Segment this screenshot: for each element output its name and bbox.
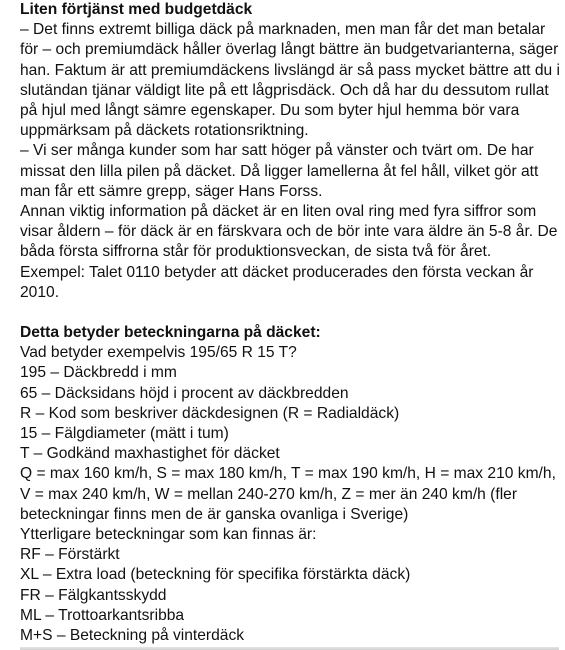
markings-line: FR – Fälgkantsskydd [20, 586, 167, 604]
markings-line: XL – Extra load (beteckning för specifika förstärkta däck) [20, 566, 411, 584]
paragraph-tire-age: Annan viktig information på däcket är en liten oval ring med fyra siffror som visar åldern – för däck är en färskvara och de bör inte vara äldre än 5-8 år. De båda första siffrorna står för produktionsveckan, de sista två för året. Exempel: Talet 0110 betyder att däcket producerades den första veckan år 2010. [20, 203, 558, 301]
markings-line: 65 – Däcksidans höjd i procent av däckbredden [20, 384, 349, 402]
markings-line: T – Godkänd maxhastighet för däcket [20, 445, 280, 463]
markings-line: Vad betyder exempelvis 195/65 R 15 T? [20, 344, 297, 362]
paragraph-premium-vs-budget: – Det finns extremt billiga däck på marknaden, men man får det man betalar för – och premiumdäck håller överlag långt bättre än budgetvarianterna, säger han. Faktum är att premiumdäckens livslängd är så pass mycket bättre att du i slutändan tjänar väldigt lite på ett lågprisdäck. Och då har du dessutom rullat på hjul med långt sämre egenskaper. Du som byter hjul hemma bör vara uppmärksam på däckets rotationsriktning. [20, 21, 560, 140]
paragraph-rotation-direction: – Vi ser många kunder som har satt höger på vänster och tvärt om. De har missat den lilla pilen på däcket. Då ligger lamellerna åt fel håll, vilket gör att man får ett sämre grepp, säger Hans Forss. [20, 142, 539, 200]
section-heading-budget-tires: Liten förtjänst med budgetdäck [20, 1, 253, 18]
markings-line: R – Kod som beskriver däckdesignen (R = Radialdäck) [20, 404, 400, 422]
markings-line: Ytterligare beteckningar som kan finnas är: [20, 526, 317, 544]
markings-line: 15 – Fälgdiameter (mätt i tum) [20, 425, 229, 443]
speed-ratings-paragraph: Q = max 160 km/h, S = max 180 km/h, T = max 190 km/h, H = max 210 km/h, V = max 240 km/h, W = mellan 240-270 km/h, Z = mer än 240 km/h (fler beteckningar finns men de är ganska ovanliga i Sverige) [20, 465, 556, 523]
markings-line: RF – Förstärkt [20, 546, 120, 564]
markings-line: M+S – Beteckning på vinterdäck [20, 627, 245, 645]
section-heading-markings: Detta betyder beteckningarna på däcket: [20, 324, 321, 342]
article-content [20, 0, 560, 646]
markings-line: 195 – Däckbredd i mm [20, 364, 177, 382]
section-spacer [20, 303, 560, 323]
markings-line: ML – Trottoarkantsribba [20, 606, 185, 624]
